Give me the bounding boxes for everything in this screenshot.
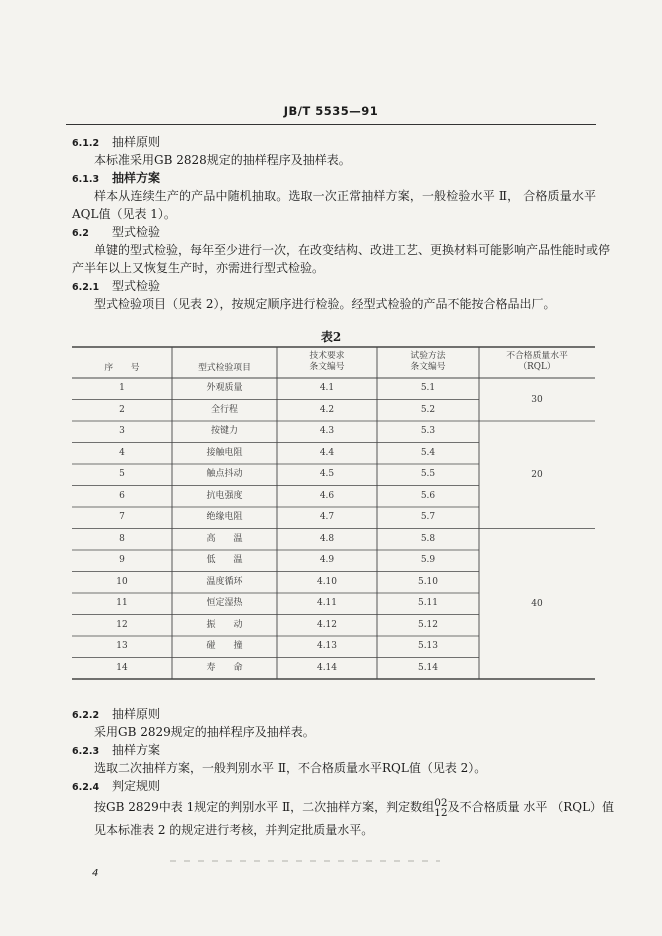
section-number: 6.2.3 xyxy=(72,746,100,757)
row-item: 恒定湿热 xyxy=(206,598,243,608)
row-number: 5 xyxy=(119,469,125,479)
section-number: 6.2.2 xyxy=(72,710,100,721)
row-item: 低 温 xyxy=(206,555,243,565)
row-item: 按键力 xyxy=(210,426,238,436)
row-number: 13 xyxy=(116,641,128,651)
header-item: 型式检验项目 xyxy=(198,363,251,373)
row-tech-clause: 4.3 xyxy=(319,426,335,436)
row-number: 11 xyxy=(116,598,128,608)
row-test-clause: 5.13 xyxy=(417,641,439,651)
row-tech-clause: 4.14 xyxy=(316,662,338,673)
row-test-clause: 5.6 xyxy=(420,490,436,501)
section-title: 抽样原则 xyxy=(112,707,161,721)
rql-value: 30 xyxy=(531,394,543,405)
row-test-clause: 5.9 xyxy=(420,555,436,565)
row-tech-clause: 4.9 xyxy=(319,555,335,565)
row-tech-clause: 4.8 xyxy=(319,533,335,544)
row-test-clause: 5.11 xyxy=(417,598,439,608)
section-6-1-3-line1: 样本从连续生产的产品中随机抽取。选取一次正常抽样方案，一般检验水平 Ⅱ， 合格质量水平 xyxy=(94,189,596,203)
section-title: 抽样方案 xyxy=(112,743,161,757)
row-tech-clause: 4.13 xyxy=(316,641,338,651)
section-6-2-4-heading xyxy=(72,778,160,796)
row-item: 触点抖动 xyxy=(206,469,243,479)
row-number: 1 xyxy=(119,383,125,393)
section-6-1-3-line2: AQL值（见表 1）。 xyxy=(72,207,176,221)
header-rql xyxy=(479,351,595,373)
section-6-2-line1: 单键的型式检验，每年至少进行一次，在改变结构、改进工艺、更换材料可能影响产品性能时或停 xyxy=(94,243,611,257)
row-test-clause: 5.3 xyxy=(420,426,436,436)
decision-array-bottom: 12 xyxy=(434,806,448,819)
row-tech-clause: 4.7 xyxy=(319,512,335,522)
section-6-2-2-heading xyxy=(72,706,160,724)
row-test-clause: 5.10 xyxy=(417,576,439,587)
decision-array xyxy=(434,798,447,818)
row-tech-clause: 4.1 xyxy=(319,383,335,393)
section-number: 6.2.1 xyxy=(72,282,100,293)
header-tech xyxy=(277,351,377,373)
row-test-clause: 5.8 xyxy=(420,533,436,544)
scan-smudge xyxy=(170,860,440,862)
row-tech-clause: 4.12 xyxy=(316,619,338,630)
section-title: 型式检验 xyxy=(112,279,161,293)
row-tech-clause: 4.4 xyxy=(319,447,335,458)
row-item: 高 温 xyxy=(206,533,243,544)
section-6-1-2-body: 本标准采用GB 2828规定的抽样程序及抽样表。 xyxy=(94,153,351,167)
section-6-2-4-line1 xyxy=(94,795,614,819)
row-number: 12 xyxy=(116,619,128,630)
row-number: 6 xyxy=(119,490,125,501)
row-tech-clause: 4.2 xyxy=(319,404,335,415)
header-test-line2: 条文编号 xyxy=(410,362,446,372)
section-6-2-3-heading xyxy=(72,742,160,760)
row-number: 8 xyxy=(119,533,125,544)
header-rql-line1: 不合格质量水平 xyxy=(506,351,568,361)
section-title: 判定规则 xyxy=(112,779,161,793)
row-tech-clause: 4.11 xyxy=(316,598,338,608)
row-item: 绝缘电阻 xyxy=(206,512,243,522)
row-tech-clause: 4.10 xyxy=(316,576,338,587)
section-number: 6.1.3 xyxy=(72,174,100,185)
row-number: 9 xyxy=(119,555,125,565)
row-item: 振 动 xyxy=(206,619,243,630)
section-6-2-2-body: 采用GB 2829规定的抽样程序及抽样表。 xyxy=(94,725,315,739)
rule-text-a: 按GB 2829中表 1规定的判别水平 Ⅱ，二次抽样方案，判定数组 xyxy=(94,800,435,814)
row-item: 寿 命 xyxy=(206,662,243,673)
section-6-2-3-body: 选取二次抽样方案，一般判别水平 Ⅱ，不合格质量水平RQL值（见表 2）。 xyxy=(94,761,487,775)
section-number: 6.1.2 xyxy=(72,138,100,149)
row-number: 4 xyxy=(119,447,125,458)
row-item: 接触电阻 xyxy=(206,447,243,458)
row-item: 抗电强度 xyxy=(206,490,243,501)
section-title: 型式检验 xyxy=(112,225,161,239)
rule-text-b: 及不合格质量 水平 （RQL）值 xyxy=(447,800,615,814)
row-test-clause: 5.7 xyxy=(420,512,436,522)
row-item: 全行程 xyxy=(210,404,238,415)
row-test-clause: 5.14 xyxy=(417,662,439,673)
section-title: 抽样原则 xyxy=(112,135,161,149)
row-item: 温度循环 xyxy=(206,576,243,587)
rql-value: 40 xyxy=(531,598,543,609)
table-caption: 表2 xyxy=(320,330,342,344)
section-6-2-4-line2: 见本标准表 2 的规定进行考核，并判定批质量水平。 xyxy=(94,823,374,837)
rql-value: 20 xyxy=(531,469,543,480)
decision-array-top: 02 xyxy=(434,796,448,809)
header-seq: 序 号 xyxy=(104,363,140,373)
row-item: 碰 撞 xyxy=(206,641,243,651)
header-test xyxy=(377,351,479,373)
row-test-clause: 5.12 xyxy=(417,619,439,630)
row-number: 10 xyxy=(116,576,128,587)
row-test-clause: 5.2 xyxy=(420,404,436,415)
row-item: 外观质量 xyxy=(206,383,243,393)
row-tech-clause: 4.5 xyxy=(319,469,335,479)
row-tech-clause: 4.6 xyxy=(319,490,335,501)
row-number: 3 xyxy=(119,426,125,436)
section-6-2-line2: 产半年以上又恢复生产时，亦需进行型式检验。 xyxy=(72,261,325,275)
row-number: 7 xyxy=(119,512,125,522)
header-tech-line1: 技术要求 xyxy=(309,351,345,361)
section-title: 抽样方案 xyxy=(112,171,161,185)
section-number: 6.2 xyxy=(72,228,89,239)
section-6-2-1-body: 型式检验项目（见表 2），按规定顺序进行检验。经型式检验的产品不能按合格品出厂。 xyxy=(94,297,556,311)
row-number: 2 xyxy=(119,404,125,415)
header-test-line1: 试验方法 xyxy=(410,351,446,361)
row-test-clause: 5.4 xyxy=(420,447,436,458)
standard-number-header: JB/T 5535—91 xyxy=(283,104,379,118)
row-test-clause: 5.5 xyxy=(420,469,436,479)
row-test-clause: 5.1 xyxy=(420,383,436,393)
page-number: 4 xyxy=(92,868,99,879)
header-tech-line2: 条文编号 xyxy=(309,362,345,372)
section-number: 6.2.4 xyxy=(72,782,100,793)
row-number: 14 xyxy=(116,662,128,673)
header-rql-line2: （RQL） xyxy=(518,362,556,372)
